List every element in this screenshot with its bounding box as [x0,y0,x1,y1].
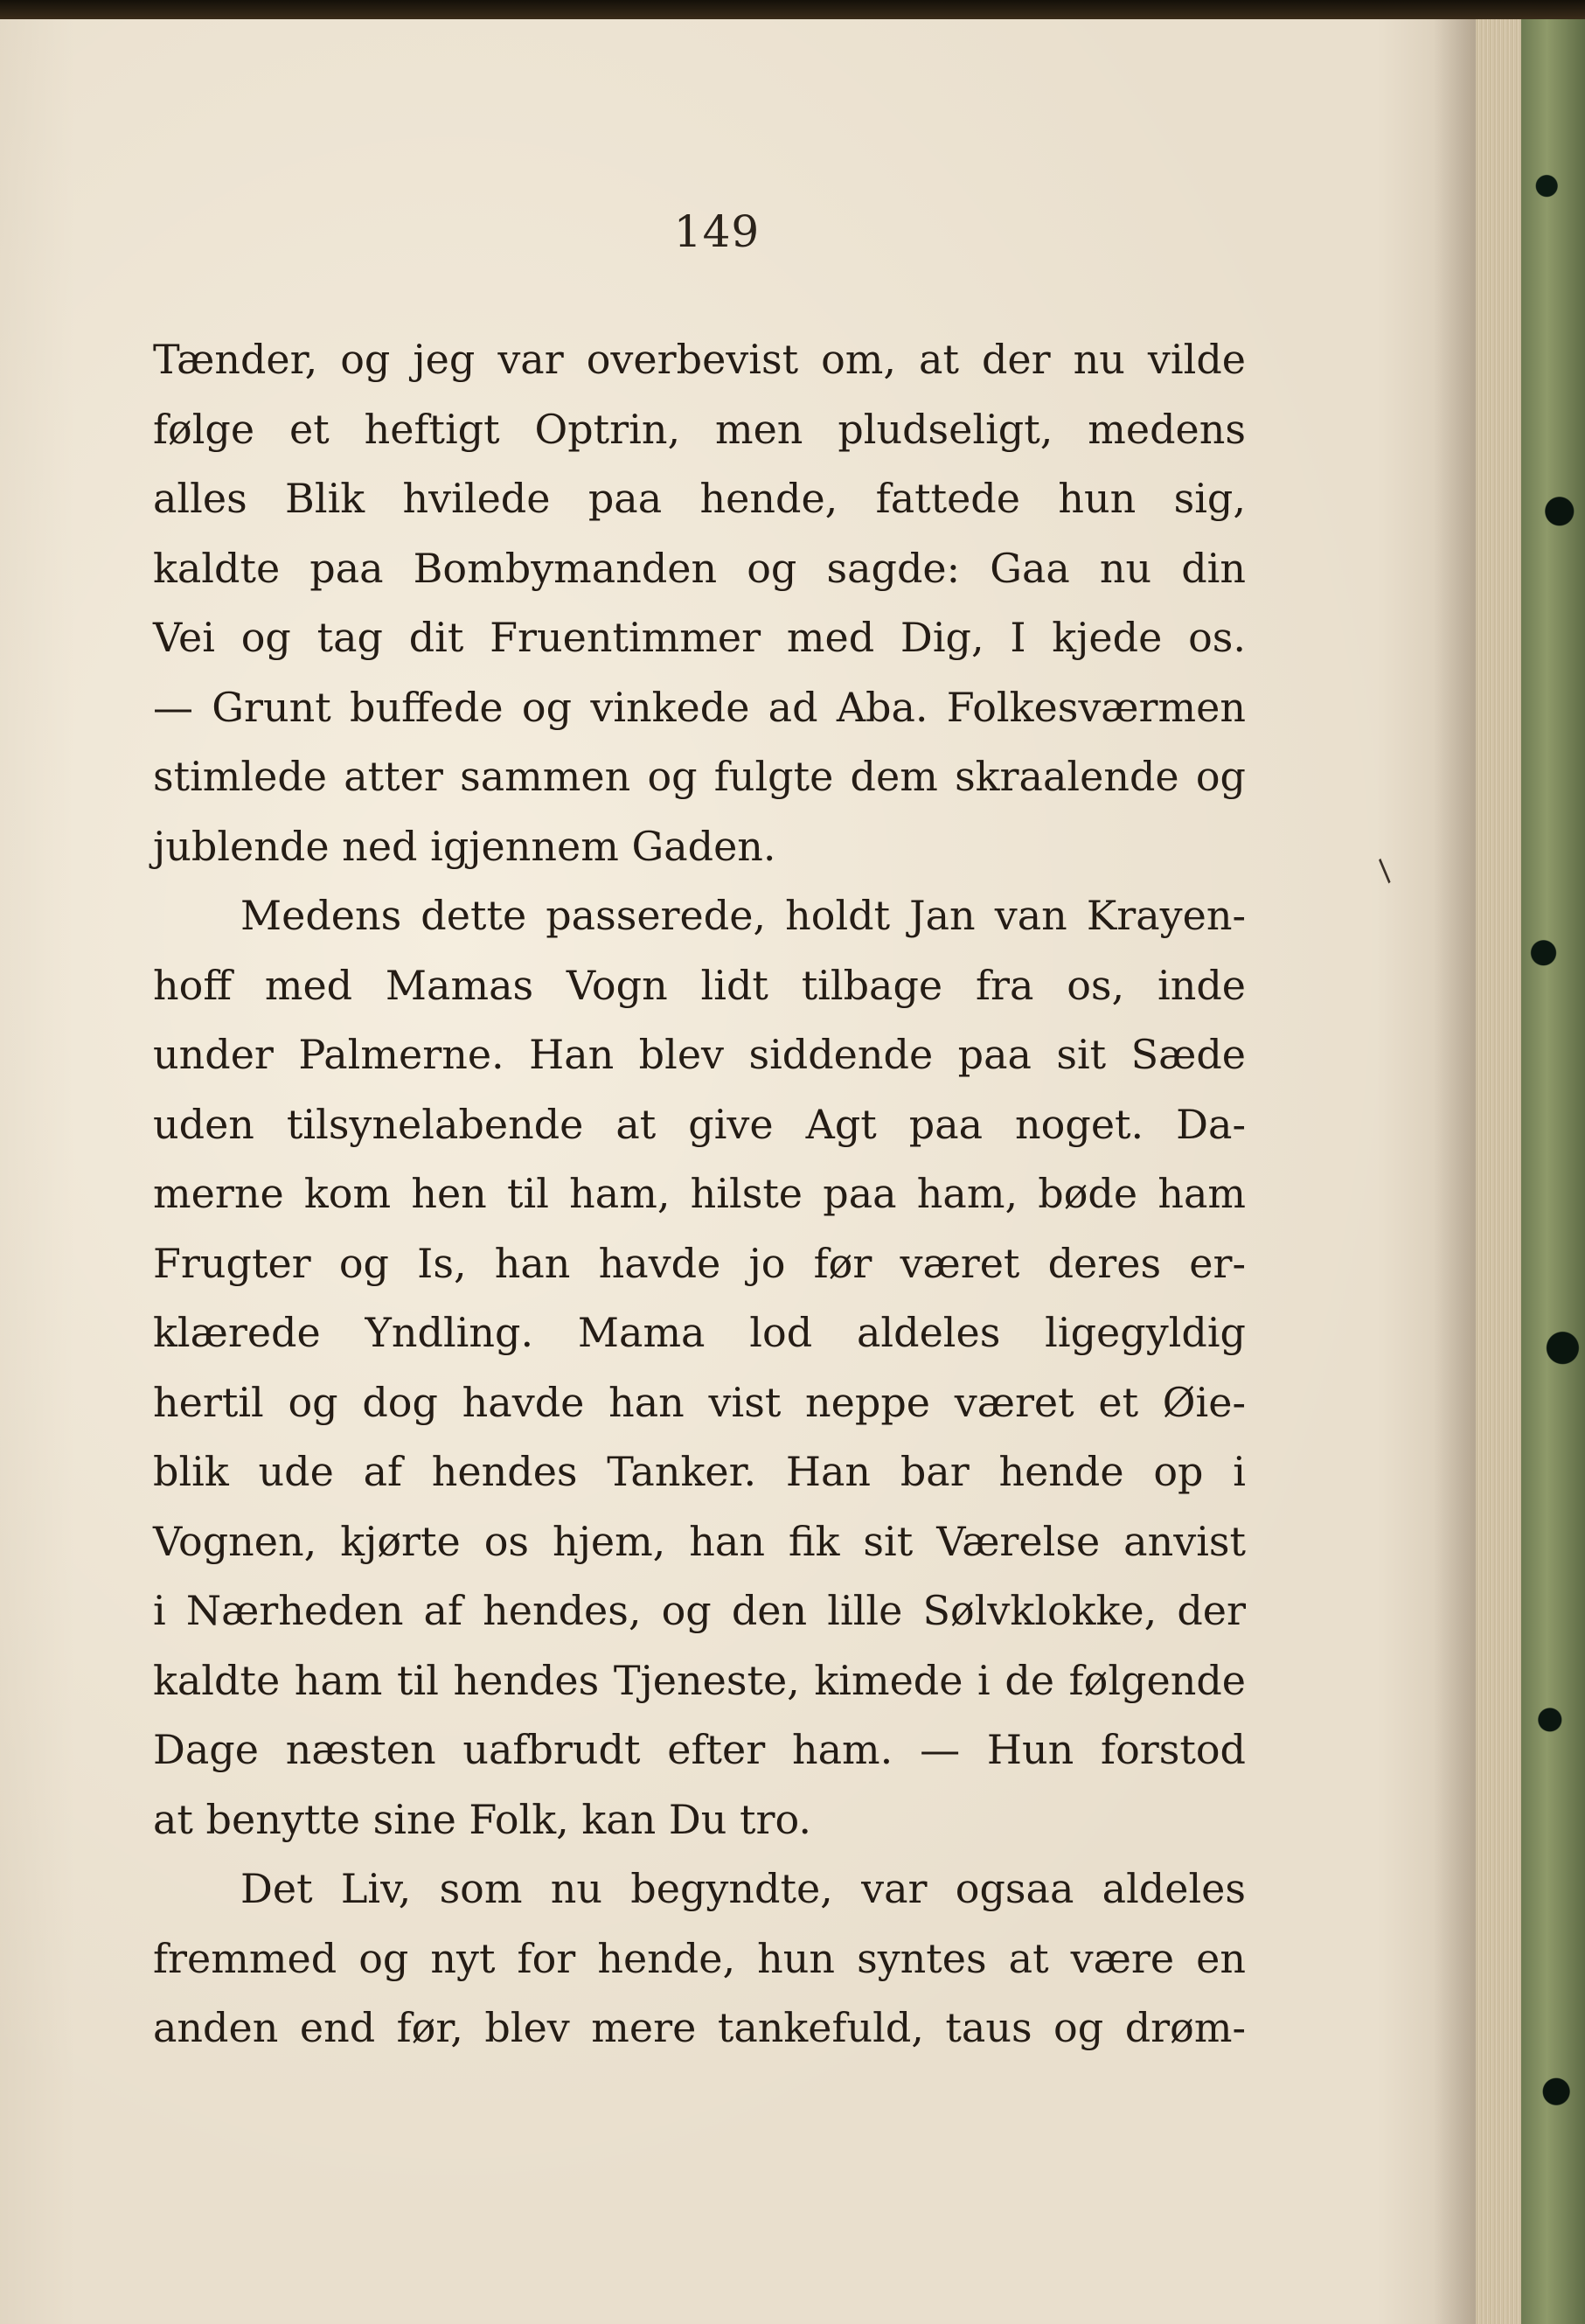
text-line: kaldte ham til hendes Tjeneste, kimede i de følgende [153,1656,1246,1704]
page-edges [1476,0,1521,2324]
text-line: Medens dette passerede, holdt Jan van Krayen- [240,892,1246,939]
text-line: blik ude af hendes Tanker. Han bar hende op i [153,1448,1246,1495]
text-line: stimlede atter sammen og fulgte dem skraalende og [153,753,1246,800]
text-line: merne kom hen til ham, hilste paa ham, bøde ham [153,1170,1246,1217]
pencil-mark: / [1369,853,1400,888]
text-line: anden end før, blev mere tankefuld, taus og drøm- [153,2004,1246,2051]
text-line: i Nærheden af hendes, og den lille Sølvklokke, der [153,1587,1246,1634]
paragraph [153,881,1246,1854]
text-line: Tænder, og jeg var overbevist om, at der nu vilde [153,336,1246,383]
text-line: Det Liv, som nu begyndte, var ogsaa aldeles [240,1865,1246,1912]
marbled-cover [1521,0,1585,2324]
text-line: klærede Yndling. Mama lod aldeles ligegyldig [153,1309,1246,1356]
top-edge [0,0,1585,19]
body-text [153,325,1246,2063]
text-line: at benytte sine Folk, kan Du tro. [153,1795,812,1843]
text-line: Vei og tag dit Fruentimmer med Dig, I kjede os. [153,614,1246,661]
text-line: uden tilsynelabende at give Agt paa noget. Da- [153,1100,1246,1148]
text-line: fremmed og nyt for hende, hun syntes at være en [153,1934,1246,1982]
text-line: alles Blik hvilede paa hende, fattede hun sig, [153,475,1246,522]
text-line: hoff med Mamas Vogn lidt tilbage fra os, inde [153,961,1246,1009]
paragraph [153,1854,1246,2063]
text-line: Dage næsten uafbrudt efter ham. — Hun forstod [153,1726,1246,1773]
text-line: Frugter og Is, han havde jo før været deres er- [153,1239,1246,1287]
page-number: 149 [673,206,761,257]
paragraph [153,325,1246,881]
text-line: kaldte paa Bombymanden og sagde: Gaa nu din [153,544,1246,592]
text-line: under Palmerne. Han blev siddende paa sit Sæde [153,1031,1246,1078]
text-line: hertil og dog havde han vist neppe været et Øie- [153,1378,1246,1426]
text-line: jublende ned igjennem Gaden. [153,822,776,870]
text-line: følge et heftigt Optrin, men pludseligt, medens [153,405,1246,453]
text-line: — Grunt buffede og vinkede ad Aba. Folkesværmen [153,683,1246,731]
text-line: Vognen, kjørte os hjem, han fik sit Værelse anvist [153,1517,1246,1565]
